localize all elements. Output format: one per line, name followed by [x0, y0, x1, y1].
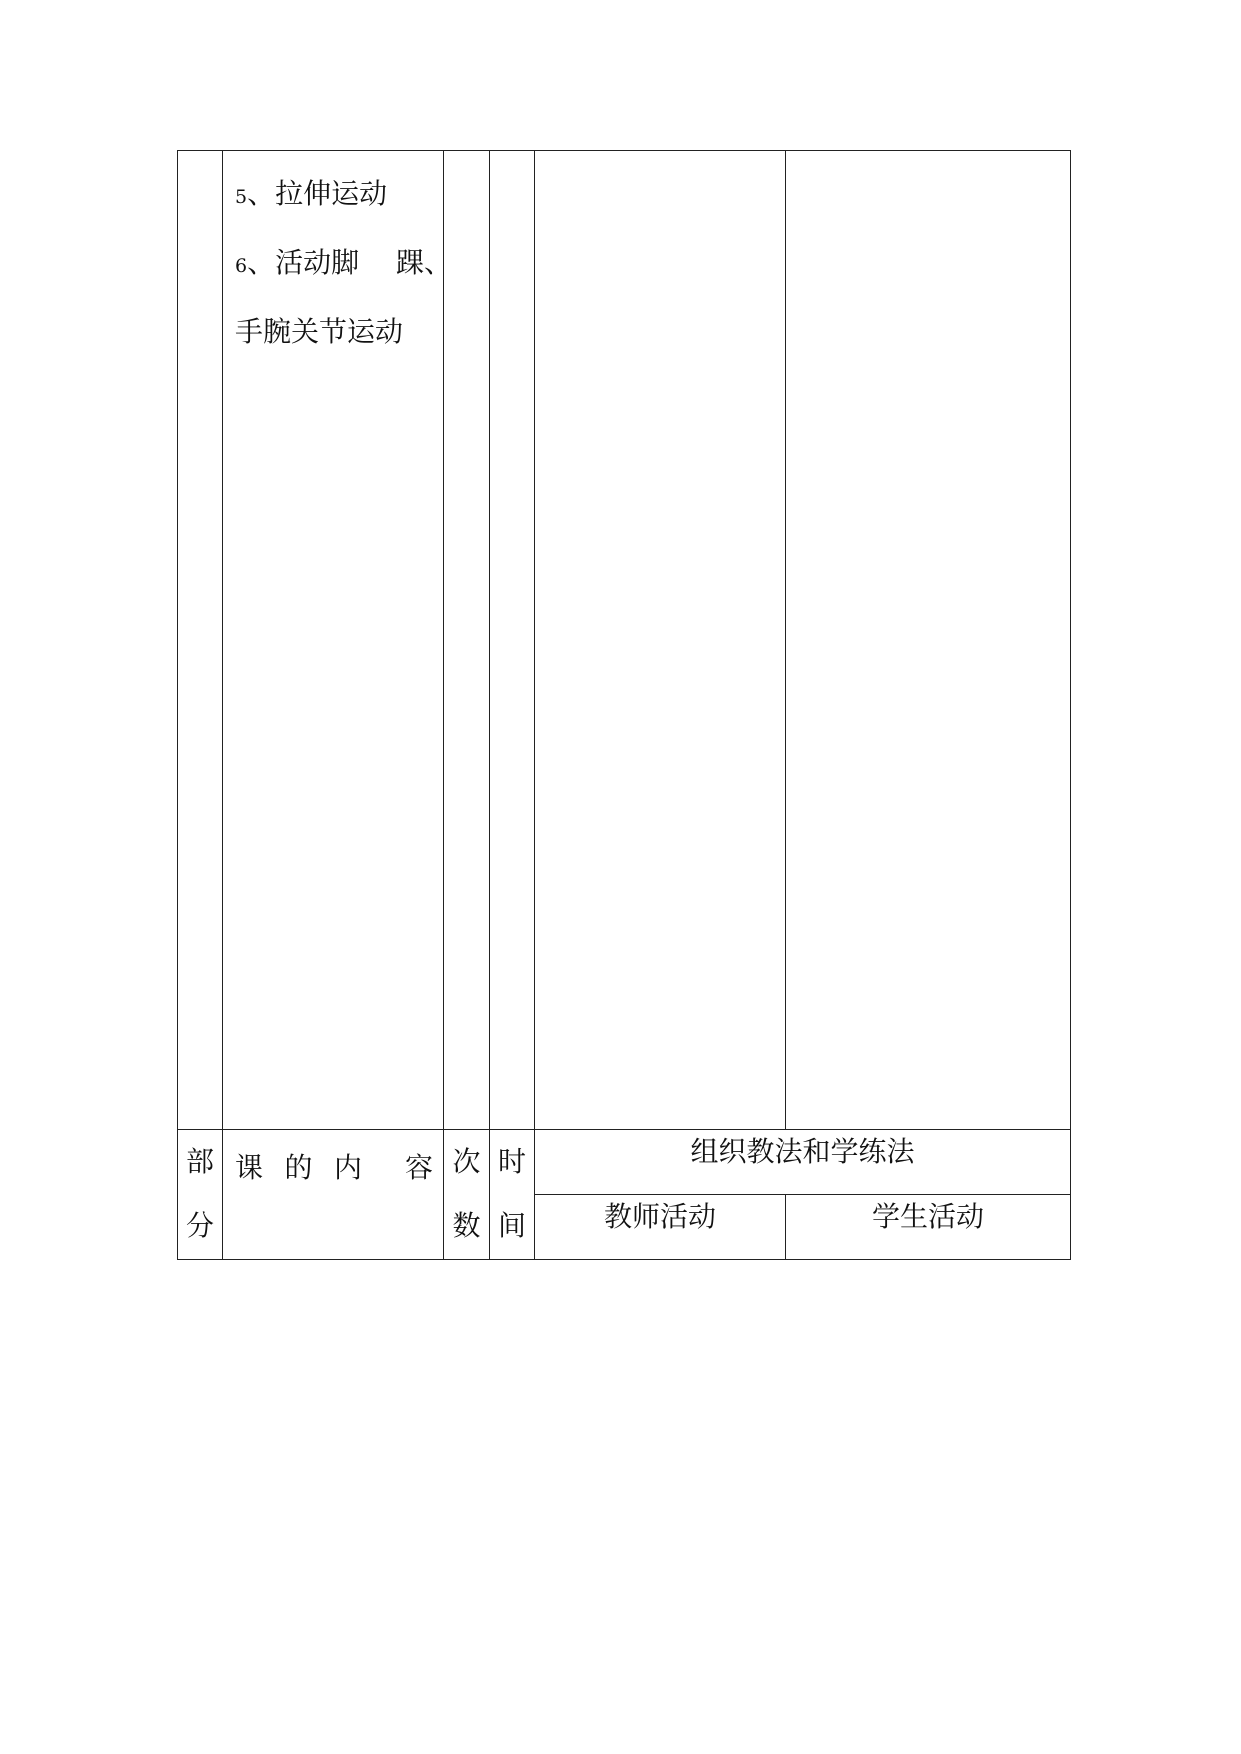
teacher-activity-header: 教师活动 — [535, 1195, 786, 1260]
count-header: 次 数 — [444, 1130, 490, 1260]
time-header: 时 间 — [490, 1130, 535, 1260]
methods-header: 组织教法和学练法 — [535, 1130, 1071, 1195]
section-cell — [178, 151, 223, 1130]
count-cell — [444, 151, 490, 1130]
section-header: 部 分 — [178, 1130, 223, 1260]
list-item: 5、拉伸运动 — [235, 177, 388, 210]
content-cell — [223, 151, 452, 1130]
teacher-activity-cell — [535, 151, 786, 1130]
list-item: 手腕关节运动 — [235, 315, 404, 348]
time-cell — [490, 151, 535, 1130]
lesson-plan-table — [177, 150, 1071, 1260]
list-item: 6、活动脚 踝、 — [235, 246, 452, 279]
content-header: 课 的 内 容 — [223, 1130, 444, 1260]
student-activity-cell — [786, 151, 1071, 1130]
table-row — [178, 151, 1071, 1130]
student-activity-header: 学生活动 — [786, 1195, 1071, 1260]
table-header-row — [178, 1130, 1071, 1195]
